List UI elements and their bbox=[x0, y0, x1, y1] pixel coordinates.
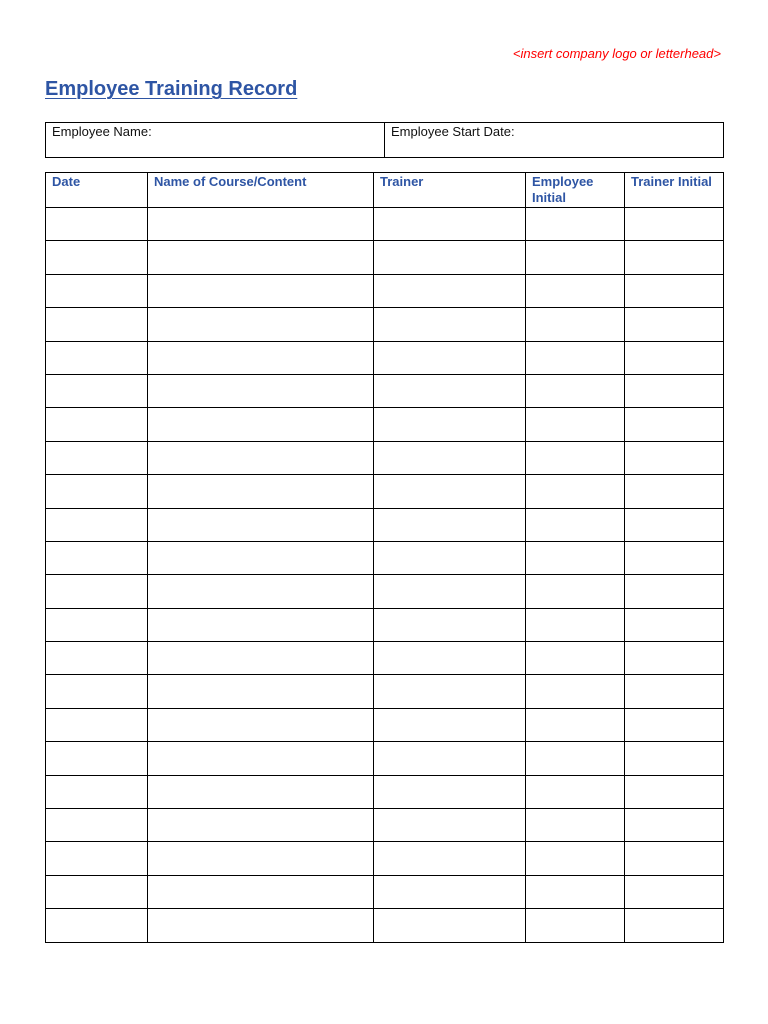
date-cell[interactable] bbox=[46, 374, 148, 407]
table-row bbox=[46, 642, 724, 675]
employee-initial-cell[interactable] bbox=[526, 909, 625, 942]
table-row bbox=[46, 842, 724, 875]
date-cell[interactable] bbox=[46, 675, 148, 708]
course-cell[interactable] bbox=[148, 675, 374, 708]
course-cell[interactable] bbox=[148, 475, 374, 508]
trainer-initial-cell[interactable] bbox=[625, 809, 724, 842]
trainer-initial-cell[interactable] bbox=[625, 608, 724, 641]
date-cell[interactable] bbox=[46, 441, 148, 474]
table-row bbox=[46, 909, 724, 942]
employee-info-table bbox=[45, 122, 724, 158]
table-row bbox=[46, 575, 724, 608]
date-cell[interactable] bbox=[46, 508, 148, 541]
course-cell[interactable] bbox=[148, 909, 374, 942]
date-cell[interactable] bbox=[46, 842, 148, 875]
trainer-cell[interactable] bbox=[374, 842, 526, 875]
trainer-initial-cell[interactable] bbox=[625, 642, 724, 675]
date-cell[interactable] bbox=[46, 608, 148, 641]
trainer-initial-cell[interactable] bbox=[625, 308, 724, 341]
table-row bbox=[46, 675, 724, 708]
trainer-initial-cell[interactable] bbox=[625, 208, 724, 241]
column-header-employee-initial: Employee Initial bbox=[526, 173, 625, 208]
trainer-initial-cell[interactable] bbox=[625, 775, 724, 808]
employee-initial-cell[interactable] bbox=[526, 374, 625, 407]
table-row bbox=[46, 475, 724, 508]
trainer-cell[interactable] bbox=[374, 475, 526, 508]
employee-initial-cell[interactable] bbox=[526, 675, 625, 708]
employee-initial-cell[interactable] bbox=[526, 809, 625, 842]
employee-initial-cell[interactable] bbox=[526, 341, 625, 374]
course-cell[interactable] bbox=[148, 608, 374, 641]
page-title: Employee Training Record bbox=[45, 78, 298, 100]
logo-placeholder-text: <insert company logo or letterhead> bbox=[512, 46, 721, 61]
employee-name-field[interactable] bbox=[46, 123, 385, 158]
date-cell[interactable] bbox=[46, 475, 148, 508]
trainer-cell[interactable] bbox=[374, 909, 526, 942]
trainer-initial-cell[interactable] bbox=[625, 441, 724, 474]
employee-initial-cell[interactable] bbox=[526, 742, 625, 775]
trainer-cell[interactable] bbox=[374, 608, 526, 641]
trainer-initial-cell[interactable] bbox=[625, 475, 724, 508]
trainer-initial-cell[interactable] bbox=[625, 675, 724, 708]
trainer-initial-cell[interactable] bbox=[625, 842, 724, 875]
course-cell[interactable] bbox=[148, 875, 374, 908]
date-cell[interactable] bbox=[46, 208, 148, 241]
date-cell[interactable] bbox=[46, 642, 148, 675]
table-row bbox=[46, 875, 724, 908]
table-row bbox=[46, 408, 724, 441]
column-header-trainer: Trainer bbox=[374, 173, 526, 208]
trainer-cell[interactable] bbox=[374, 708, 526, 741]
date-cell[interactable] bbox=[46, 742, 148, 775]
course-cell[interactable] bbox=[148, 742, 374, 775]
employee-initial-cell[interactable] bbox=[526, 475, 625, 508]
employee-initial-cell[interactable] bbox=[526, 408, 625, 441]
trainer-cell[interactable] bbox=[374, 541, 526, 574]
date-cell[interactable] bbox=[46, 241, 148, 274]
course-cell[interactable] bbox=[148, 241, 374, 274]
trainer-cell[interactable] bbox=[374, 408, 526, 441]
trainer-cell[interactable] bbox=[374, 642, 526, 675]
trainer-cell[interactable] bbox=[374, 809, 526, 842]
trainer-initial-cell[interactable] bbox=[625, 341, 724, 374]
employee-initial-cell[interactable] bbox=[526, 308, 625, 341]
table-row bbox=[46, 241, 724, 274]
employee-start-date-label: Employee Start Date: bbox=[391, 124, 515, 139]
trainer-initial-cell[interactable] bbox=[625, 241, 724, 274]
table-header-row bbox=[46, 173, 724, 208]
trainer-initial-cell[interactable] bbox=[625, 408, 724, 441]
course-cell[interactable] bbox=[148, 508, 374, 541]
trainer-cell[interactable] bbox=[374, 274, 526, 307]
date-cell[interactable] bbox=[46, 274, 148, 307]
date-cell[interactable] bbox=[46, 909, 148, 942]
employee-info-row bbox=[46, 123, 724, 158]
date-cell[interactable] bbox=[46, 875, 148, 908]
trainer-cell[interactable] bbox=[374, 208, 526, 241]
course-cell[interactable] bbox=[148, 708, 374, 741]
trainer-cell[interactable] bbox=[374, 742, 526, 775]
course-cell[interactable] bbox=[148, 809, 374, 842]
course-cell[interactable] bbox=[148, 208, 374, 241]
table-row bbox=[46, 775, 724, 808]
date-cell[interactable] bbox=[46, 708, 148, 741]
employee-initial-cell[interactable] bbox=[526, 541, 625, 574]
date-cell[interactable] bbox=[46, 408, 148, 441]
table-row bbox=[46, 208, 724, 241]
trainer-initial-cell[interactable] bbox=[625, 742, 724, 775]
trainer-initial-cell[interactable] bbox=[625, 575, 724, 608]
table-row bbox=[46, 809, 724, 842]
course-cell[interactable] bbox=[148, 308, 374, 341]
table-row bbox=[46, 374, 724, 407]
trainer-cell[interactable] bbox=[374, 308, 526, 341]
table-row bbox=[46, 441, 724, 474]
trainer-cell[interactable] bbox=[374, 441, 526, 474]
employee-initial-cell[interactable] bbox=[526, 208, 625, 241]
employee-initial-cell[interactable] bbox=[526, 274, 625, 307]
employee-initial-cell[interactable] bbox=[526, 708, 625, 741]
trainer-cell[interactable] bbox=[374, 575, 526, 608]
table-row bbox=[46, 308, 724, 341]
trainer-initial-cell[interactable] bbox=[625, 374, 724, 407]
date-cell[interactable] bbox=[46, 775, 148, 808]
course-cell[interactable] bbox=[148, 541, 374, 574]
table-row bbox=[46, 274, 724, 307]
employee-initial-cell[interactable] bbox=[526, 842, 625, 875]
course-cell[interactable] bbox=[148, 341, 374, 374]
employee-name-label: Employee Name: bbox=[52, 124, 152, 139]
employee-initial-cell[interactable] bbox=[526, 642, 625, 675]
date-cell[interactable] bbox=[46, 809, 148, 842]
employee-initial-cell[interactable] bbox=[526, 775, 625, 808]
employee-initial-cell[interactable] bbox=[526, 875, 625, 908]
column-header-date: Date bbox=[46, 173, 148, 208]
course-cell[interactable] bbox=[148, 575, 374, 608]
table-row bbox=[46, 541, 724, 574]
trainer-cell[interactable] bbox=[374, 875, 526, 908]
course-cell[interactable] bbox=[148, 642, 374, 675]
table-row bbox=[46, 708, 724, 741]
employee-initial-cell[interactable] bbox=[526, 241, 625, 274]
trainer-initial-cell[interactable] bbox=[625, 508, 724, 541]
employee-initial-cell[interactable] bbox=[526, 441, 625, 474]
trainer-initial-cell[interactable] bbox=[625, 708, 724, 741]
date-cell[interactable] bbox=[46, 541, 148, 574]
course-cell[interactable] bbox=[148, 374, 374, 407]
employee-initial-cell[interactable] bbox=[526, 508, 625, 541]
table-row bbox=[46, 742, 724, 775]
employee-initial-cell[interactable] bbox=[526, 575, 625, 608]
employee-start-date-field[interactable] bbox=[385, 123, 724, 158]
course-cell[interactable] bbox=[148, 408, 374, 441]
trainer-cell[interactable] bbox=[374, 241, 526, 274]
column-header-course: Name of Course/Content bbox=[148, 173, 374, 208]
course-cell[interactable] bbox=[148, 842, 374, 875]
trainer-initial-cell[interactable] bbox=[625, 909, 724, 942]
date-cell[interactable] bbox=[46, 308, 148, 341]
table-row bbox=[46, 608, 724, 641]
training-record-table bbox=[45, 172, 724, 943]
trainer-cell[interactable] bbox=[374, 675, 526, 708]
trainer-initial-cell[interactable] bbox=[625, 875, 724, 908]
course-cell[interactable] bbox=[148, 441, 374, 474]
trainer-cell[interactable] bbox=[374, 508, 526, 541]
course-cell[interactable] bbox=[148, 775, 374, 808]
table-row bbox=[46, 341, 724, 374]
trainer-initial-cell[interactable] bbox=[625, 541, 724, 574]
course-cell[interactable] bbox=[148, 274, 374, 307]
table-row bbox=[46, 508, 724, 541]
employee-initial-cell[interactable] bbox=[526, 608, 625, 641]
column-header-trainer-initial: Trainer Initial bbox=[625, 173, 724, 208]
trainer-cell[interactable] bbox=[374, 374, 526, 407]
date-cell[interactable] bbox=[46, 575, 148, 608]
trainer-cell[interactable] bbox=[374, 341, 526, 374]
trainer-initial-cell[interactable] bbox=[625, 274, 724, 307]
table-body bbox=[46, 208, 724, 943]
trainer-cell[interactable] bbox=[374, 775, 526, 808]
date-cell[interactable] bbox=[46, 341, 148, 374]
